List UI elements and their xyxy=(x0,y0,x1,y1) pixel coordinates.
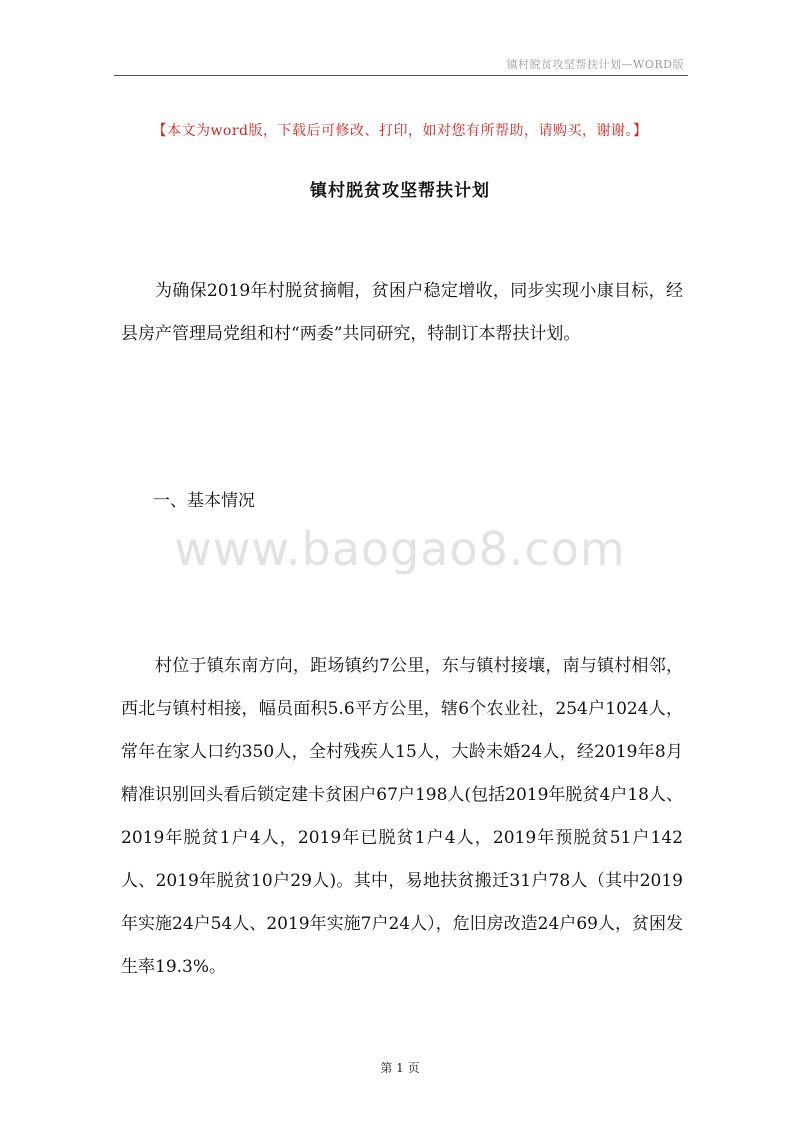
header-divider xyxy=(114,75,688,76)
body-paragraph: 村位于镇东南方向，距场镇约7公里，东与镇村接壤，南与镇村相邻，西北与镇村相接，幅员面积5.6平方公里，辖6个农业社，254户1024人，常年在家人口约350人，全村残疾人15人，大龄未婚24人，经2019年8月精准识别回头看后锁定建卡贫困户67户198人(包括2019年脱贫4户18人、2019年脱贫1户4人，2019年已脱贫1户4人，2019年预脱贫51户142人、2019年脱贫10户29人)。其中，易地扶贫搬迁31户78人（其中2019年实施24户54人、2019年实施7户24人），危旧房改造24户69人，贫困发生率19.3%。 xyxy=(121,656,683,977)
document-title: 镇村脱贫攻坚帮扶计划 xyxy=(310,181,490,201)
running-header: 镇村脱贫攻坚帮扶计划—WORD版 xyxy=(506,58,684,71)
section-heading-basic-info: 一、基本情况 xyxy=(153,491,255,511)
intro-paragraph: 为确保2019年村脱贫摘帽，贫困户稳定增收，同步实现小康目标，经县房产管理局党组和村“两委”共同研究，特制订本帮扶计划。 xyxy=(121,281,683,344)
page-number: 第 1 页 xyxy=(380,1061,420,1075)
download-notice: 【本文为word版，下载后可修改、打印，如对您有所帮助，请购买，谢谢。】 xyxy=(152,123,648,139)
watermark: www.baogao8.com xyxy=(174,522,626,576)
